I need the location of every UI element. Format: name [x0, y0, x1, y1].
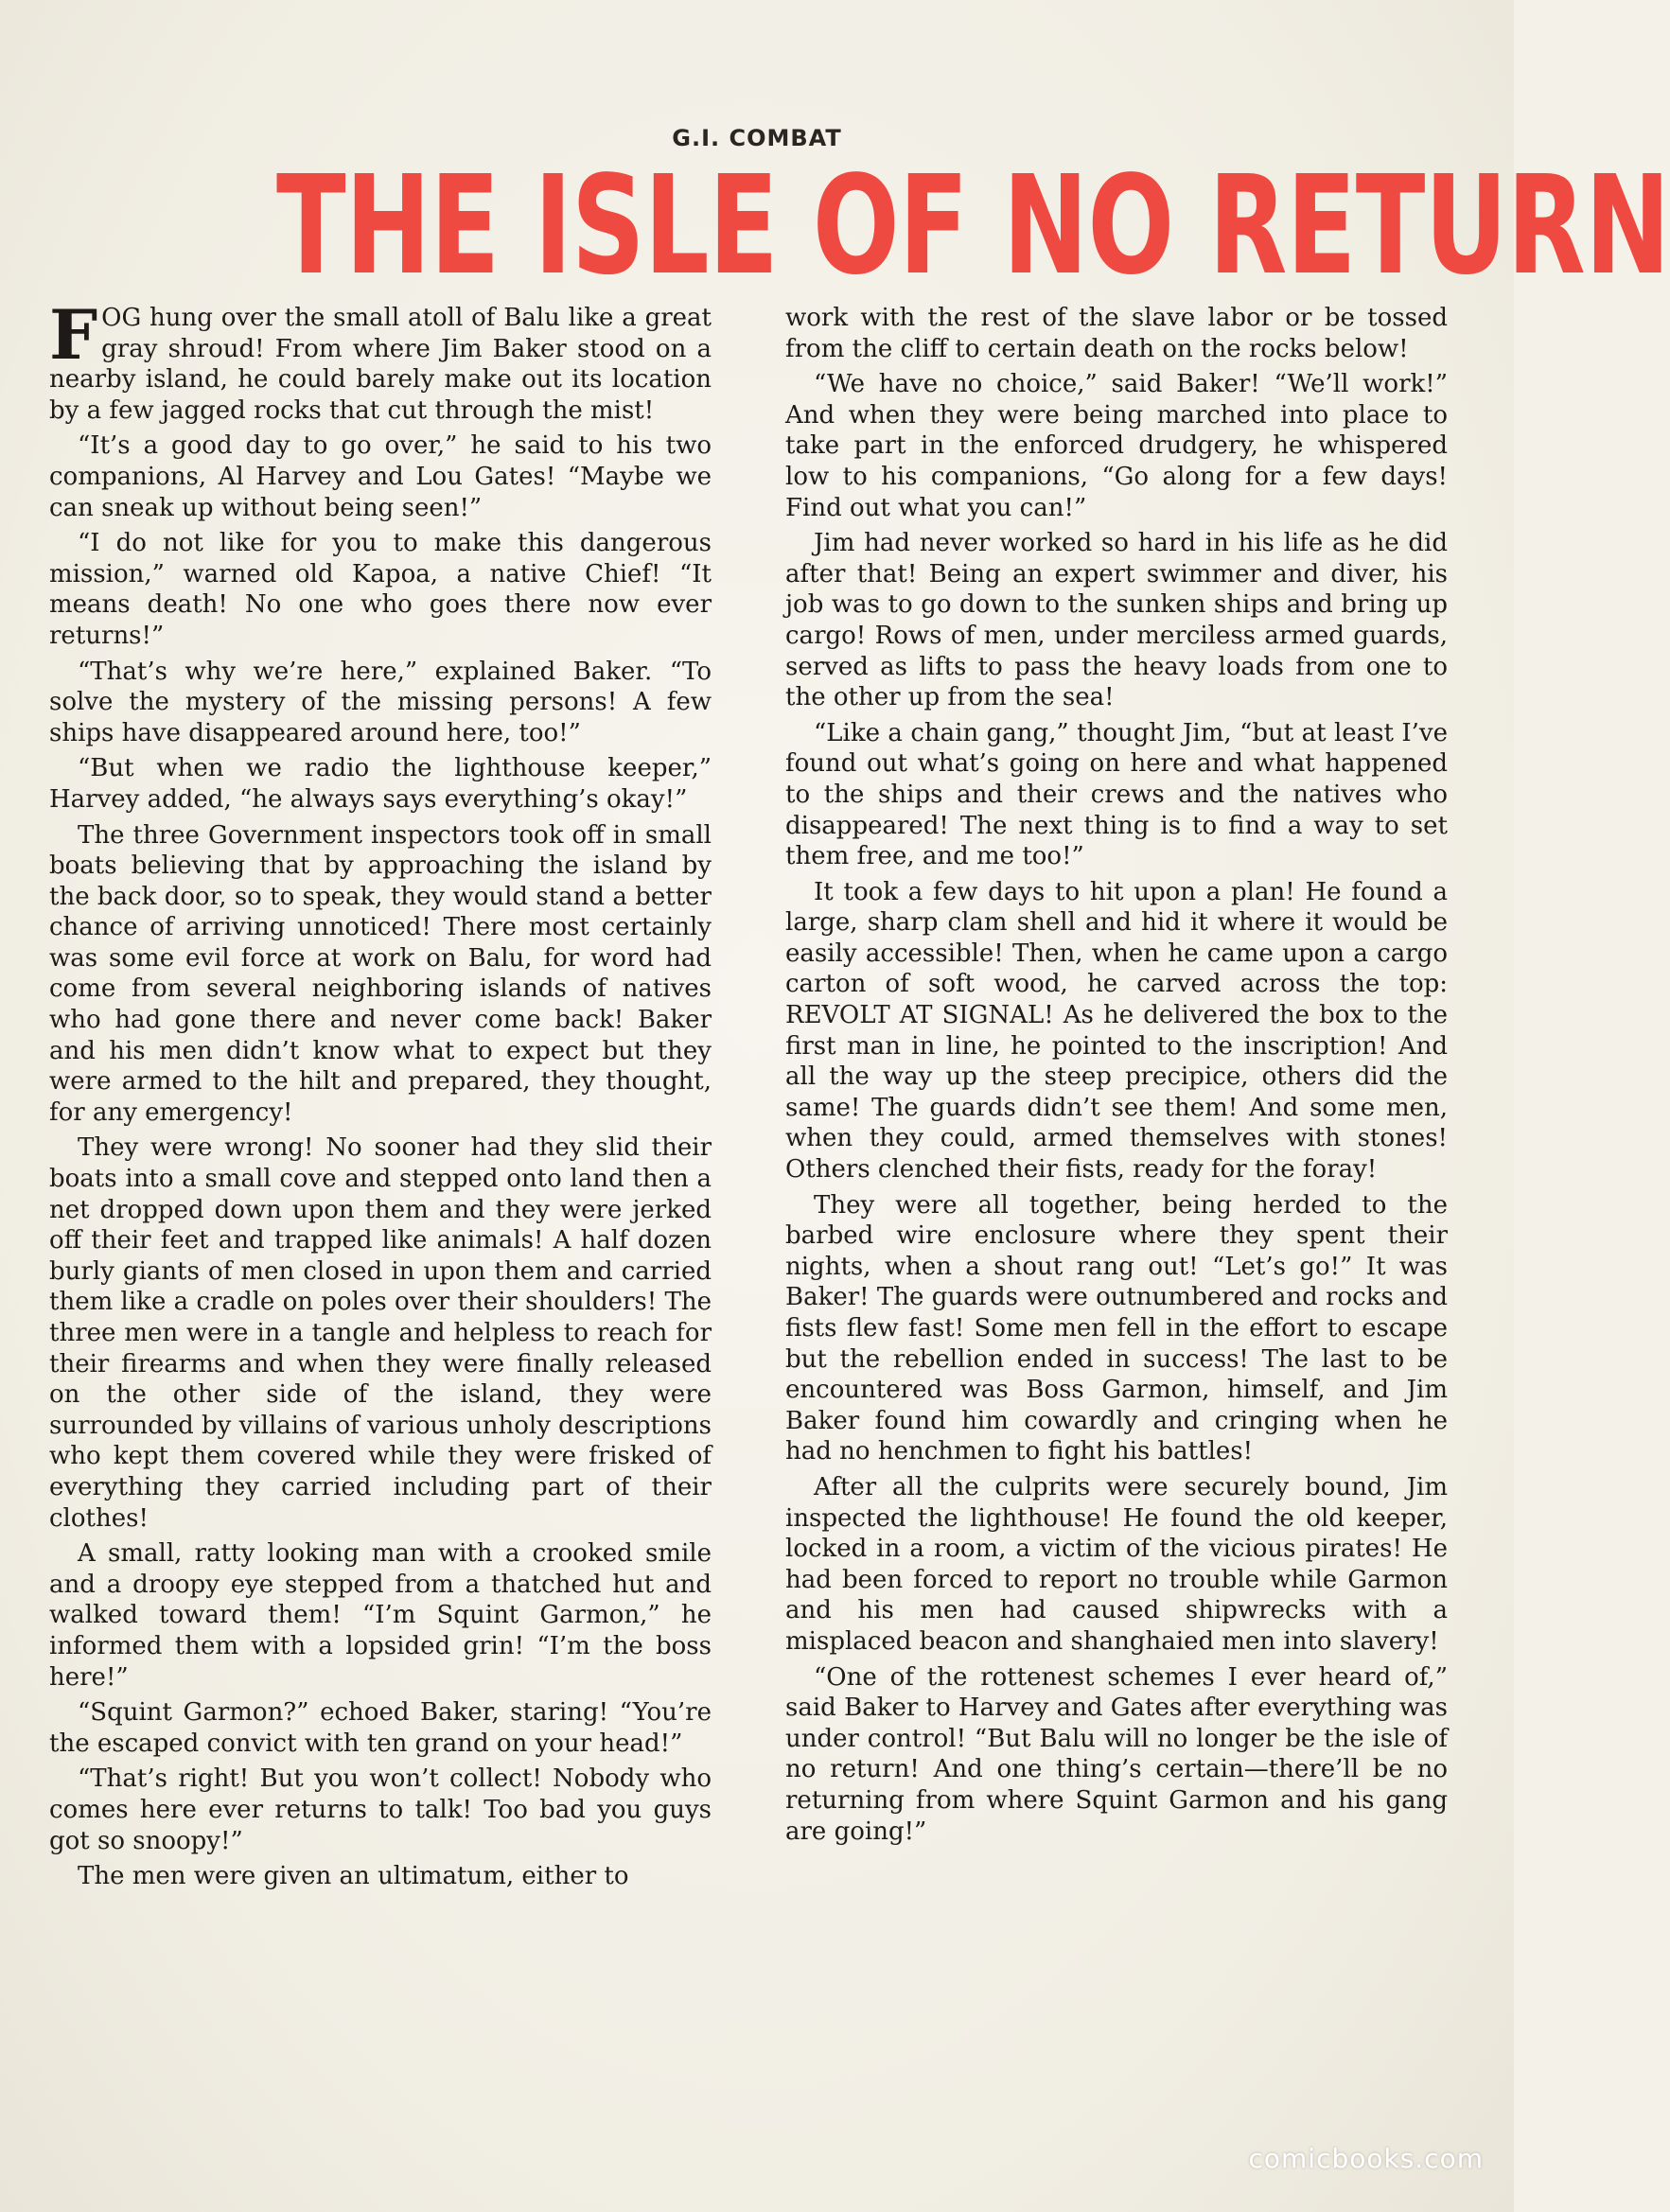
- paragraph-10: “That’s right! But you won’t collect! Nobody who comes here ever returns to talk! Too bad you guys got so snoopy!”: [49, 1764, 712, 1855]
- paragraph-15: It took a few days to hit upon a plan! He found a large, sharp clam shell and hid it where it would be easily accessible! Then, when he came upon a cargo carton of soft wood, he carved across the top: REVOLT AT SIGNAL! As he delivered the box to the first man in line, he pointed to the inscription! And all the way up the steep precipice, others did the same! The guards didn’t see them! And some men, when they could, armed themselves with stones! Others clenched their fists, ready for the foray!: [785, 877, 1448, 1185]
- paragraph-4: “That’s why we’re here,” explained Baker. “To solve the mystery of the missing persons! A few ships have disappeared around here, too!”: [49, 657, 712, 747]
- paragraph-9: “Squint Garmon?” echoed Baker, staring! “You’re the escaped convict with ten grand on your head!”: [49, 1698, 712, 1758]
- left-column: [49, 294, 712, 1897]
- paragraph-18: “One of the rottenest schemes I ever heard of,” said Baker to Harvey and Gates after everything was under control! “But Balu will no longer be the isle of no return! And one thing’s certain—there’ll be no returning from where Squint Garmon and his gang are going!”: [785, 1662, 1448, 1846]
- story-title: THE ISLE OF NO RETURN: [276, 146, 1670, 305]
- paragraph-1: [49, 294, 712, 426]
- paragraph-7: They were wrong! No sooner had they slid their boats into a small cove and stepped onto land then a net dropped down upon them and they were jerked off their feet and trapped like animals! A half dozen burly giants of men closed in upon them and carried them like a cradle on poles over their shoulders! The three men were in a tangle and helpless to reach for their firearms and when they were finally released on the other side of the island, they were surrounded by villains of various unholy descriptions who kept them covered while they were frisked of everything they carried including part of their clothes!: [49, 1133, 712, 1533]
- drop-cap: F: [49, 294, 98, 375]
- paragraph-11: The men were given an ultimatum, either to: [78, 1862, 629, 1891]
- paragraph-14: “Like a chain gang,” thought Jim, “but at least I’ve found out what’s going on here and what happened to the ships and their crews and the natives who disappeared! The next thing is to find a way to set them free, and me too!”: [785, 718, 1448, 871]
- paragraph-2: “It’s a good day to go over,” he said to his two companions, Al Harvey and Lou Gates! “Maybe we can sneak up without being seen!”: [49, 431, 712, 522]
- series-label: G.I. COMBAT: [672, 125, 842, 151]
- paragraph-11-continued: work with the rest of the slave labor or be tossed from the cliff to certain death on the rocks below!: [785, 304, 1448, 363]
- right-column: [785, 303, 1448, 1852]
- paragraph-16: They were all together, being herded to the barbed wire enclosure where they spent their nights, when a shout rang out! “Let’s go!” It was Baker! The guards were outnumbered and rocks and fists flew fast! Some men fell in the effort to escape but the rebellion ended in success! The last to be encountered was Boss Garmon, himself, and Jim Baker found him cowardly and cringing when he had no henchmen to fight his battles!: [785, 1190, 1448, 1466]
- paragraph-6: The three Government inspectors took off in small boats believing that by approaching the island by the back door, so to speak, they would stand a better chance of arriving unnoticed! There most certainly was some evil force at work on Balu, for word had come from several neighboring islands of natives who had gone there and never come back! Baker and his men didn’t know what to expect but they were armed to the hilt and prepared, they thought, for any emergency!: [49, 820, 712, 1127]
- paragraph-17: After all the culprits were securely bound, Jim inspected the lighthouse! He found the old keeper, locked in a room, a victim of the vicious pirates! He had been forced to report no trouble while Garmon and his men had caused shipwrecks with a misplaced beacon and shanghaied men into slavery!: [785, 1472, 1448, 1656]
- site-watermark: comicbooks.com: [1248, 2143, 1484, 2174]
- paragraph-3: “I do not like for you to make this dangerous mission,” warned old Kapoa, a native Chief! “It means death! No one who goes there now ever returns!”: [49, 529, 712, 650]
- paragraph-13: Jim had never worked so hard in his life as he did after that! Being an expert swimmer and diver, his job was to go down to the sunken ships and bring up cargo! Rows of men, under merciless armed guards, served as lifts to pass the heavy loads from one to the other up from the sea!: [785, 529, 1448, 712]
- paragraph-12: “We have no choice,” said Baker! “We’ll work!” And when they were being marched into place to take part in the enforced drudgery, he whispered low to his companions, “Go along for a few days! Find out what you can!”: [785, 370, 1448, 522]
- paragraph-8: A small, ratty looking man with a crooked smile and a droopy eye stepped from a thatched hut and walked toward them! “I’m Squint Garmon,” he informed them with a lopsided grin! “I’m the boss here!”: [49, 1539, 712, 1692]
- paragraph-5: “But when we radio the lighthouse keeper,” Harvey added, “he always says everything’s okay!”: [49, 754, 712, 814]
- paragraph-1-text: OG hung over the small atoll of Balu like a great gray shroud! From where Jim Baker stood on a nearby island, he could barely make out its location by a few jagged rocks that cut through the mist!: [49, 304, 712, 425]
